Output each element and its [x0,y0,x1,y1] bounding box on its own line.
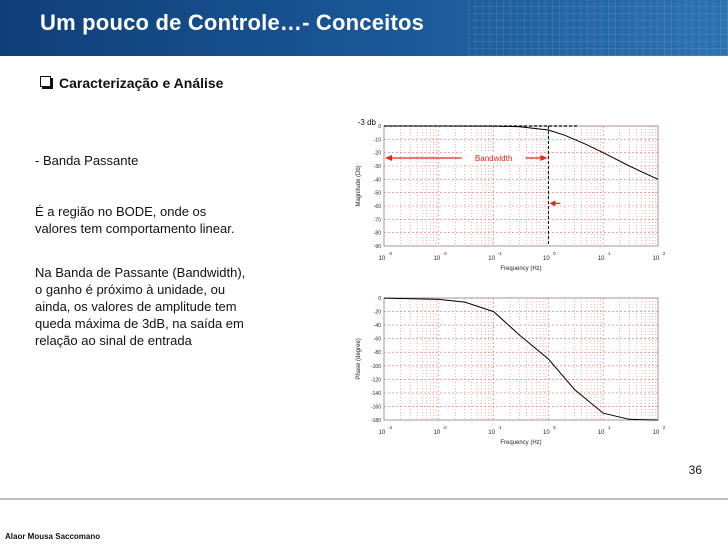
x-tick-exponent-label: 2 [662,425,666,430]
y-tick-label: -40 [373,177,381,184]
x-tick-base-label: 10 [433,256,441,262]
y-tick-label: 0 [378,124,381,130]
bandwidth-label: Bandwidth [474,154,513,163]
x-tick-base-label: 10 [433,430,441,436]
x-tick-base-label: 10 [378,430,386,436]
reference-level-label: -3 db [357,118,376,127]
y-tick-label: -160 [370,404,381,411]
author-name: Alaor Mousa Saccomano [5,532,101,541]
x-tick-base-label: 10 [652,256,660,262]
y-tick-label: -80 [373,230,381,237]
x-tick-base-label: 10 [543,430,550,436]
y-tick-label: -80 [373,350,381,357]
bullet-item-banda-passante: - Banda Passante [35,153,139,168]
y-axis-label: Phase (degree) [356,338,362,380]
y-tick-label: -90 [373,244,381,250]
paragraph-line: queda máxima de 3dB, na saída em [35,316,244,331]
y-tick-label: -60 [373,204,381,210]
x-tick-base-label: 10 [597,430,605,436]
y-tick-label: -180 [370,418,381,424]
y-tick-label: -40 [373,323,381,330]
x-tick-exponent-label: -2 [442,425,447,430]
paragraph-definition [35,203,234,237]
paragraph-line: ainda, os valores de amplitude tem [35,299,237,314]
x-tick-exponent-label: 1 [607,425,611,430]
x-tick-base-label: 10 [597,256,605,262]
paragraph-line: valores tem comportamento linear. [35,221,235,236]
bode-phase-chart [340,290,680,455]
page-number: 36 [688,463,702,477]
x-tick-base-label: 10 [488,430,495,436]
slide-title: Um pouco de Controle…- Conceitos [40,10,425,35]
y-tick-label: -30 [373,164,381,170]
y-axis-label: Magnitude (Db) [356,165,362,207]
y-tick-label: -100 [370,363,381,370]
paragraph-line: o ganho é próximo à unidade, ou [35,282,226,297]
x-tick-exponent-label: -1 [497,251,502,256]
y-tick-label: -10 [373,137,381,144]
section-heading [40,75,223,91]
y-tick-label: -120 [370,377,381,384]
paragraph-line: Na Banda de Passante (Bandwidth), [35,265,246,280]
plot-area [384,126,658,246]
title-bar [0,0,728,56]
x-axis-label: Frequency (Hz) [500,266,542,272]
x-axis-label: Frequency (Hz) [500,440,542,446]
y-tick-label: -20 [373,309,381,316]
section-heading-text: Caracterização e Análise [59,75,224,91]
y-tick-label: 0 [378,296,381,302]
x-tick-exponent-label: -1 [497,425,502,430]
x-tick-exponent-label: -3 [387,425,393,430]
paragraph-bandwidth [35,264,245,349]
x-tick-base-label: 10 [652,430,660,436]
y-tick-label: -60 [373,336,381,343]
bode-magnitude-chart [340,116,680,284]
plot-area [384,298,658,420]
x-tick-base-label: 10 [543,256,550,262]
x-tick-exponent-label: 1 [607,251,611,256]
y-tick-label: -70 [373,217,381,224]
y-tick-label: -20 [373,150,381,157]
y-tick-label: -50 [373,190,381,197]
x-tick-exponent-label: 2 [662,251,666,256]
checkbox-bullet-icon [40,76,51,87]
x-tick-base-label: 10 [488,256,495,262]
title-bar-pattern [468,0,728,56]
x-tick-exponent-label: -2 [442,251,447,256]
footer-divider [0,498,728,500]
y-tick-label: -140 [370,390,381,397]
x-tick-exponent-label: -3 [387,251,393,256]
paragraph-line: É a região no BODE, onde os [35,204,207,219]
x-tick-exponent-label: 0 [553,425,556,430]
paragraph-line: relação ao sinal de entrada [35,333,192,348]
x-tick-base-label: 10 [378,256,386,262]
x-tick-exponent-label: 0 [553,251,556,256]
